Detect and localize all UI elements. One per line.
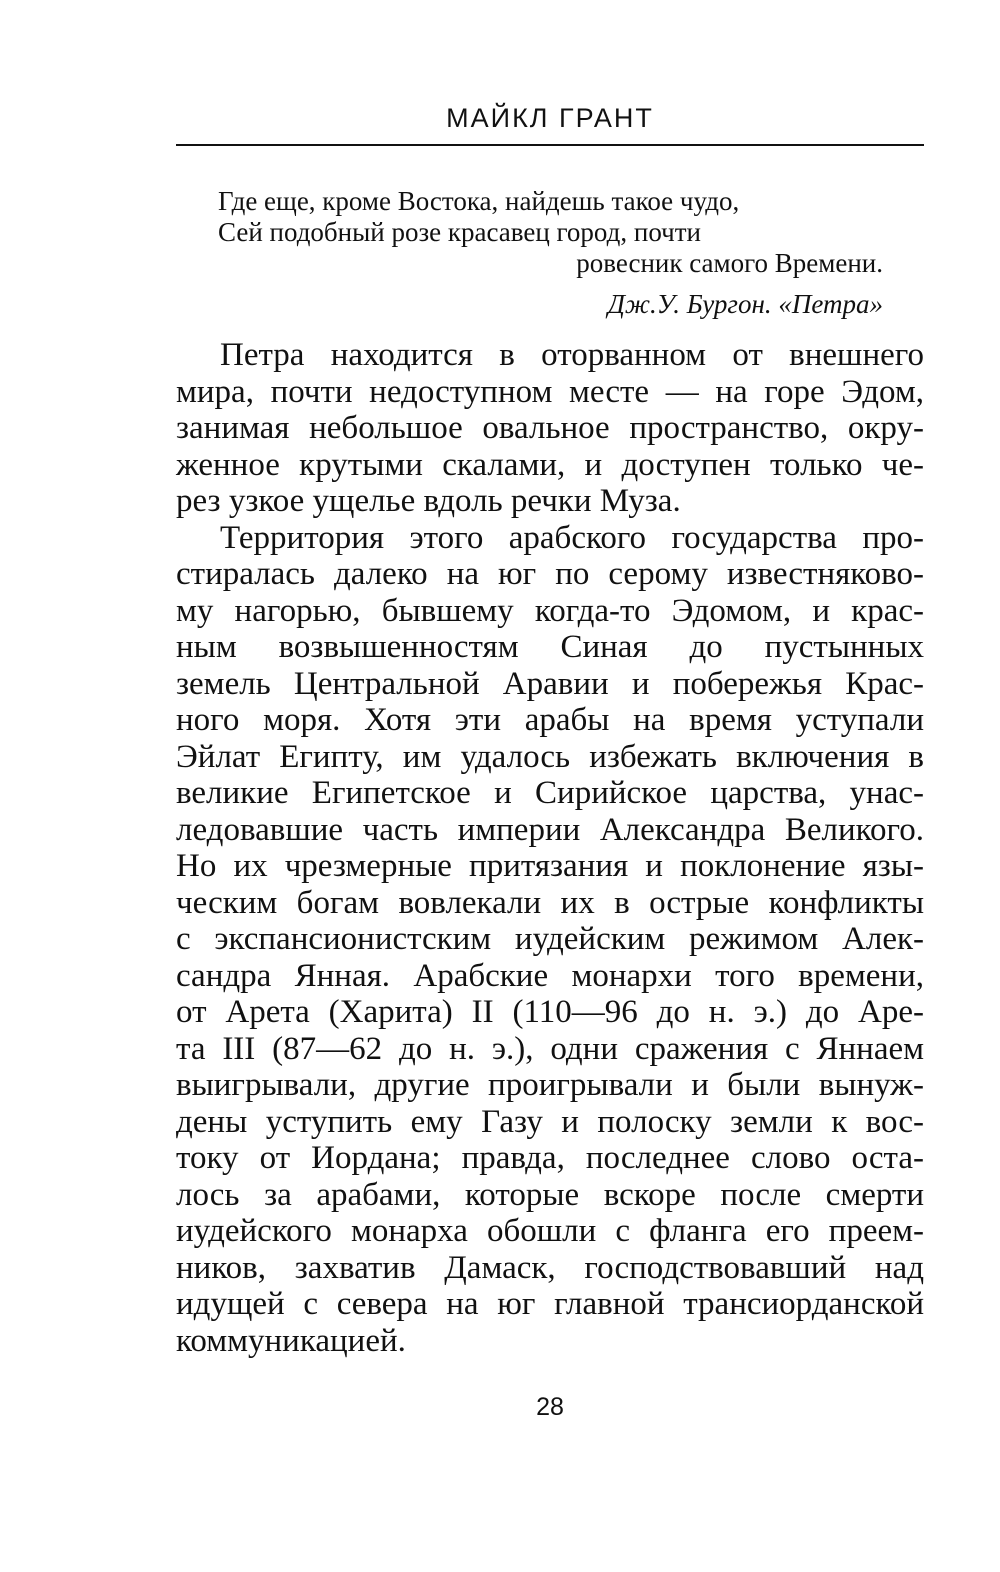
text-line: му нагорью, бывшему когда-то Эдомом, и крас-	[176, 592, 924, 629]
paragraph-1	[176, 337, 924, 520]
text-line: женное крутыми скалами, и доступен только че-	[176, 446, 924, 483]
text-line: великие Египетское и Сирийское царства, унас-	[176, 775, 924, 811]
epigraph	[218, 186, 883, 320]
text-line: земель Центральной Аравии и побережья Крас-	[176, 665, 924, 702]
page-number: 28	[536, 1393, 564, 1421]
text-line: Территория этого арабского государства про-	[220, 519, 924, 556]
text-line: от Арета (Харита) II (110—96 до н. э.) до Аре-	[176, 994, 924, 1030]
epigraph-line: Где еще, кроме Востока, найдешь такое чудо,	[218, 186, 740, 216]
text-line: ного моря. Хотя эти арабы на время уступали	[176, 702, 924, 738]
text-line: иудейского монарха обошли с фланга его преем-	[176, 1213, 924, 1249]
text-line: ным возвышенностям Синая до пустынных	[176, 629, 924, 665]
text-line: выигрывали, другие проигрывали и были вынуж-	[176, 1067, 924, 1103]
epigraph-attribution: Дж.У. Бургон. «Петра»	[607, 289, 883, 319]
body-text	[176, 337, 924, 1359]
paragraph-2	[176, 520, 924, 1360]
text-line: Петра находится в оторванном от внешнего	[220, 337, 924, 373]
text-line: стиралась далеко на юг по серому известняково-	[176, 556, 924, 592]
text-line: сандра Янная. Арабские монархи того времени,	[176, 957, 924, 994]
text-line: дены уступить ему Газу и полоску земли к вос-	[176, 1103, 924, 1140]
text-line: лось за арабами, которые вскоре после смерти	[176, 1176, 924, 1213]
text-line: та III (87—62 до н. э.), одни сражения с Яннаем	[176, 1030, 924, 1067]
text-line: Но их чрезмерные притязания и поклонение язы-	[176, 848, 924, 884]
text-line: идущей с севера на юг главной трансиорданской	[176, 1286, 924, 1322]
text-line: ледовавшие часть империи Александра Великого.	[176, 811, 924, 848]
running-head: МАЙКЛ ГРАНТ	[446, 103, 654, 133]
text-line: коммуникацией.	[176, 1322, 406, 1359]
text-line: с экспансионистским иудейским режимом Алек-	[176, 921, 924, 957]
epigraph-line: ровесник самого Времени.	[576, 248, 883, 278]
text-line: ников, захватив Дамаск, господствовавший над	[176, 1249, 924, 1286]
text-line: ческим богам вовлекали их в острые конфликты	[176, 884, 924, 921]
text-line: току от Иордана; правда, последнее слово оста-	[176, 1140, 924, 1176]
header-rule	[176, 144, 924, 146]
text-line: Эйлат Египту, им удалось избежать включения в	[176, 738, 924, 775]
text-line: рез узкое ущелье вдоль речки Муза.	[176, 483, 681, 519]
epigraph-line: Сей подобный розе красавец город, почти	[218, 217, 701, 247]
text-line: мира, почти недоступном месте — на горе Эдом,	[176, 373, 924, 410]
text-line: занимая небольшое овальное пространство, окру-	[176, 410, 924, 446]
